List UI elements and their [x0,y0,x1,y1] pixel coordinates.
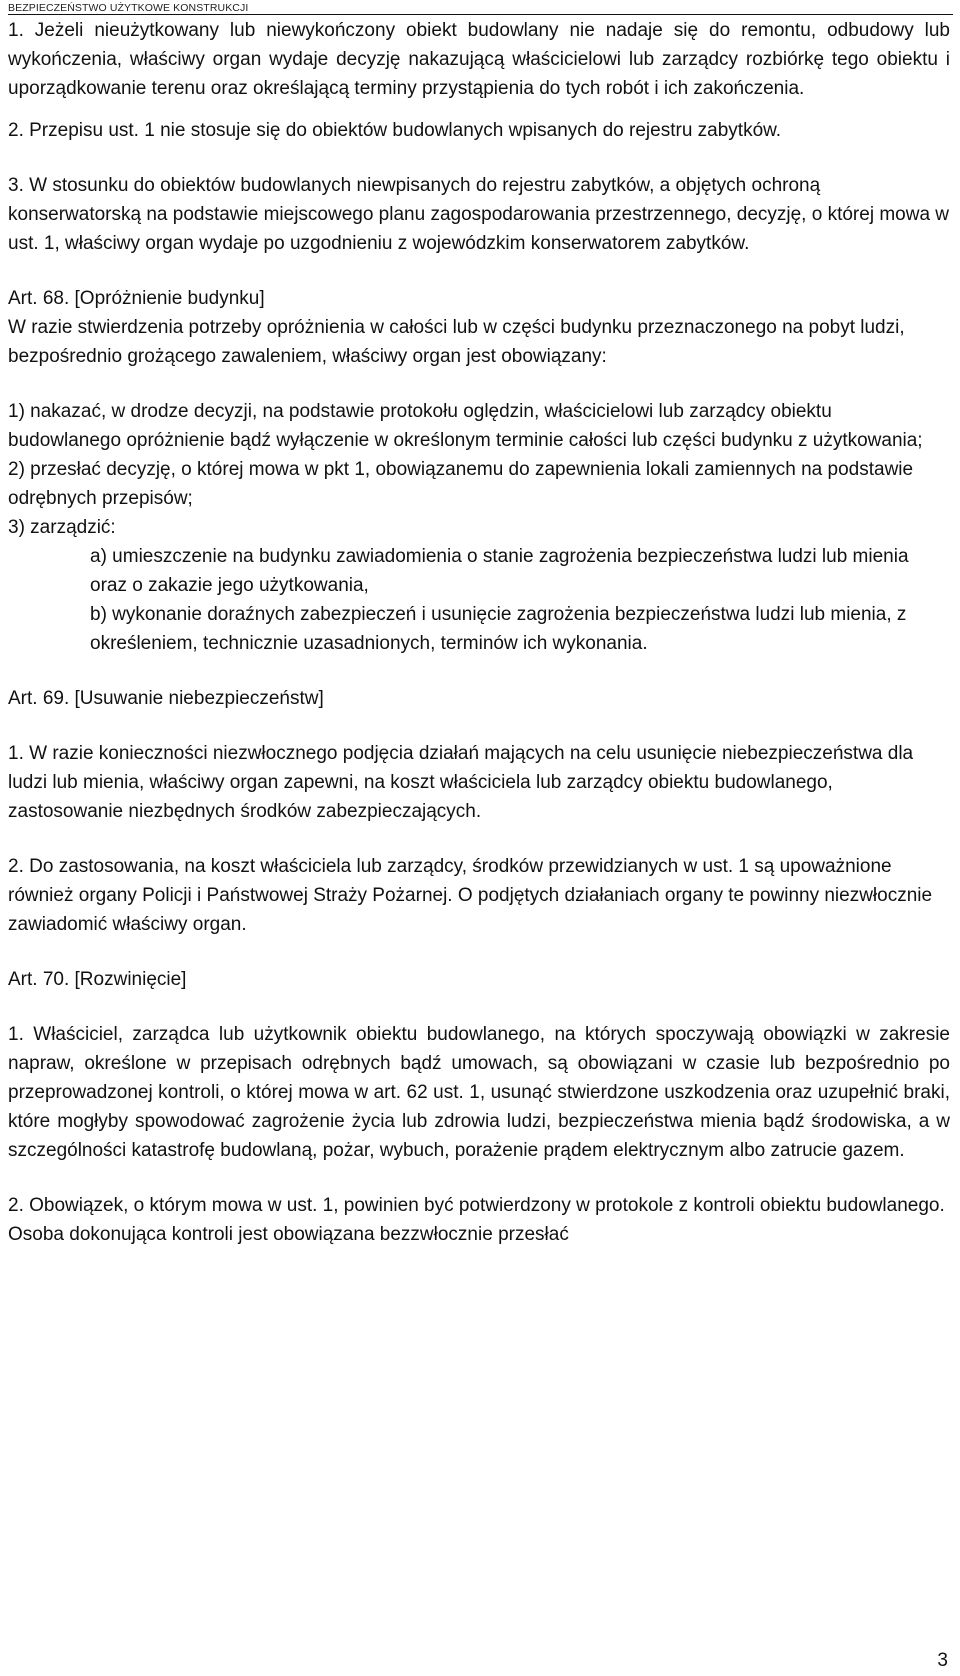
art68-item3b: b) wykonanie doraźnych zabezpieczeń i usunięcie zagrożenia bezpieczeństwa ludzi lub mienia, z określeniem, technicznie uzasadnionych, terminów ich wykonania. [90,604,907,654]
art68-item2: 2) przesłać decyzję, o której mowa w pkt 1, obowiązanemu do zapewnienia lokali zamiennych na podstawie odrębnych przepisów; [8,459,914,509]
art69-par1: 1. W razie konieczności niezwłocznego podjęcia działań mających na celu usunięcie niebezpieczeństwa dla ludzi lub mienia, właściwy organ zapewni, na koszt właściciela lub zarządcy obiektu budowlanego, zastosowanie niezbędnych środków zabezpieczających. [8,743,914,822]
art70-heading: Art. 70. [Rozwinięcie] [8,969,187,990]
page-body [8,16,950,1249]
running-header: BEZPIECZEŃSTWO UŻYTKOWE KONSTRUKCJI [8,2,249,14]
art68-intro: W razie stwierdzenia potrzeby opróżnienia w całości lub w części budynku przeznaczonego na pobyt ludzi, bezpośrednio grożącego zawaleniem, właściwy organ jest obowiązany: [8,317,905,367]
page-number: 3 [937,1650,948,1671]
art67-par1: 1. Jeżeli nieużytkowany lub niewykończony obiekt budowlany nie nadaje się do remontu, odbudowy lub wykończenia, właściwy organ wydaje decyzję nakazującą właścicielowi lub zarządcy rozbiórkę tego obiektu i uporządkowanie terenu oraz określającą terminy przystąpienia do tych robót i ich zakończenia. [8,20,950,99]
art69-par2: 2. Do zastosowania, na koszt właściciela lub zarządcy, środków przewidzianych w ust. 1 są upoważnione również organy Policji i Państwowej Straży Pożarnej. O podjętych działaniach organy te powinny niezwłocznie zawiadomić właściwy organ. [8,856,933,935]
art70-par2: 2. Obowiązek, o którym mowa w ust. 1, powinien być potwierdzony w protokole z kontroli obiektu budowlanego. Osoba dokonująca kontroli jest obowiązana bezzwłocznie przesłać [8,1195,945,1245]
art68-heading: Art. 68. [Opróżnienie budynku] [8,288,265,309]
art68-item1: 1) nakazać, w drodze decyzji, na podstawie protokołu oględzin, właścicielowi lub zarządcy obiektu budowlanego opróżnienie bądź wyłączenie w określonym terminie całości lub części budynku z użytkowania; [8,401,923,451]
art68-item3: 3) zarządzić: [8,517,116,538]
header-divider [8,14,953,15]
art70-par1: 1. Właściciel, zarządca lub użytkownik obiektu budowlanego, na których spoczywają obowiązki w zakresie napraw, określone w przepisach odrębnych bądź umowach, są obowiązani w czasie lub bezpośrednio po przeprowadzonej kontroli, o której mowa w art. 62 ust. 1, usunąć stwierdzone uszkodzenia oraz uzupełnić braki, które mogłyby spowodować zagrożenie życia lub zdrowia ludzi, bezpieczeństwa mienia bądź środowiska, a w szczególności katastrofę budowlaną, pożar, wybuch, porażenie prądem elektrycznym albo zatrucie gazem. [8,1024,950,1161]
art69-heading: Art. 69. [Usuwanie niebezpieczeństw] [8,688,324,709]
art67-par3: 3. W stosunku do obiektów budowlanych niewpisanych do rejestru zabytków, a objętych ochroną konserwatorską na podstawie miejscowego planu zagospodarowania przestrzennego, decyzję, o której mowa w ust. 1, właściwy organ wydaje po uzgodnieniu z wojewódzkim konserwatorem zabytków. [8,175,950,254]
art68-item3a: a) umieszczenie na budynku zawiadomienia o stanie zagrożenia bezpieczeństwa ludzi lub mienia oraz o zakazie jego użytkowania, [90,546,909,596]
art67-par2: 2. Przepisu ust. 1 nie stosuje się do obiektów budowlanych wpisanych do rejestru zabytków. [8,120,782,141]
